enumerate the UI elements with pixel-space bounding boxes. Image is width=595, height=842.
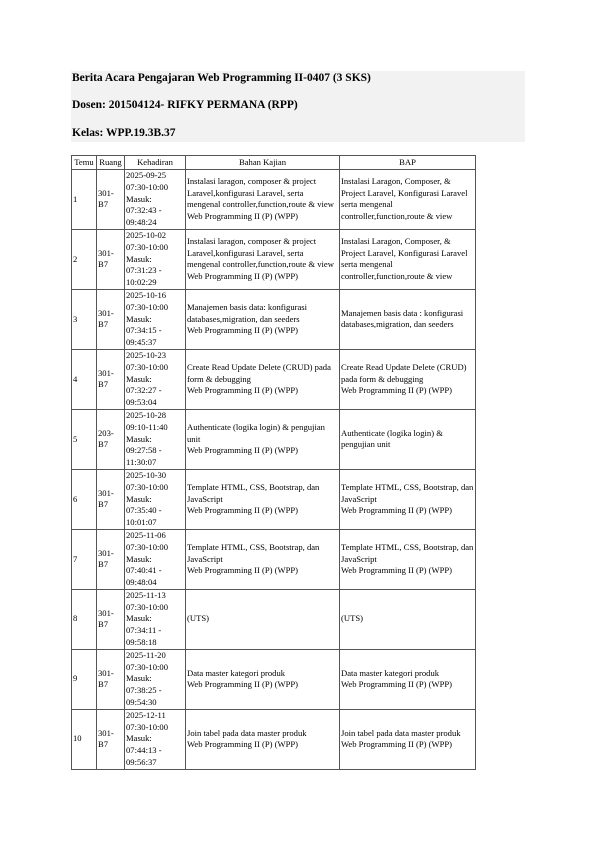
table-header-row — [72, 156, 476, 170]
class-line: Kelas: WPP.19.3B.37 — [72, 127, 176, 139]
topic-course: Web Programming II (P) (WPP) — [187, 211, 299, 222]
session-date: 2025-12-11 — [126, 709, 166, 720]
checkin-label: Masuk: — [126, 673, 152, 684]
cell-ruang — [97, 529, 125, 589]
table-row — [72, 469, 476, 529]
cell-bap — [340, 469, 476, 529]
checkin-range: 07:32:43 - 09:48:24 — [126, 205, 162, 228]
cell-bap — [340, 529, 476, 589]
cell-bap — [340, 709, 476, 769]
checkin-range: 07:44:13 - 09:56:37 — [126, 745, 162, 768]
topic-text: Manajemen basis data: konfigurasi databases,migration, dan seeders — [187, 301, 308, 324]
topic-course: Web Programming II (P) (WPP) — [187, 445, 299, 456]
session-date: 2025-10-16 — [126, 289, 167, 300]
cell-bahan-kajian — [186, 349, 340, 409]
cell-ruang — [97, 170, 125, 230]
col-header-temu: Temu — [72, 156, 97, 170]
checkin-label: Masuk: — [126, 553, 152, 564]
session-time: 07:30-10:00 — [126, 361, 169, 372]
checkin-range: 07:34:15 - 09:45:37 — [126, 325, 162, 348]
cell-bahan-kajian — [186, 589, 340, 649]
cell-bap — [340, 589, 476, 649]
bap-text: Create Read Update Delete (CRUD) pada form & debugging — [341, 361, 467, 384]
table-row — [72, 589, 476, 649]
room-code: 203-B7 — [98, 427, 114, 450]
bap-course: Web Programming II (P) (WPP) — [341, 739, 453, 750]
cell-bahan-kajian — [186, 709, 340, 769]
room-code: 301-B7 — [98, 607, 114, 630]
session-time: 07:30-10:00 — [126, 301, 169, 312]
col-header-kehadiran: Kehadiran — [125, 156, 186, 170]
checkin-label: Masuk: — [126, 433, 152, 444]
checkin-range: 09:27:58 - 11:30:07 — [126, 445, 162, 468]
meeting-number: 3 — [73, 313, 78, 324]
session-date: 2025-10-28 — [126, 409, 167, 420]
checkin-label: Masuk: — [126, 613, 152, 624]
page-title: Berita Acara Pengajaran Web Programming II-0407 (3 SKS) — [72, 72, 371, 84]
topic-text: Instalasi laragon, composer & project Laravel,konfigurasi Laravel, serta mengenal controller,function,route & view — [187, 175, 334, 210]
cell-temu — [72, 529, 97, 589]
cell-ruang — [97, 229, 125, 289]
cell-bap — [340, 289, 476, 349]
cell-ruang — [97, 409, 125, 469]
session-time: 07:30-10:00 — [126, 721, 169, 732]
cell-kehadiran — [125, 229, 186, 289]
cell-kehadiran — [125, 409, 186, 469]
bap-text: (UTS) — [341, 613, 363, 624]
meeting-number: 5 — [73, 433, 78, 444]
checkin-label: Masuk: — [126, 733, 152, 744]
meeting-number: 10 — [73, 733, 82, 744]
bap-text: Template HTML, CSS, Bootstrap, dan JavaScript — [341, 541, 474, 564]
bap-text: Instalasi Laragon, Composer, & Project Laravel, Konfigurasi Laravel serta mengenal controller,function,route & view — [341, 235, 468, 282]
cell-ruang — [97, 349, 125, 409]
meeting-number: 1 — [73, 193, 78, 204]
cell-bahan-kajian — [186, 649, 340, 709]
cell-ruang — [97, 649, 125, 709]
checkin-label: Masuk: — [126, 253, 152, 264]
bap-course: Web Programming II (P) (WPP) — [341, 505, 453, 516]
checkin-range: 07:35:40 - 10:01:07 — [126, 505, 162, 528]
cell-bahan-kajian — [186, 529, 340, 589]
cell-bahan-kajian — [186, 289, 340, 349]
bap-text: Template HTML, CSS, Bootstrap, dan JavaScript — [341, 481, 474, 504]
table-row — [72, 170, 476, 230]
meeting-number: 4 — [73, 373, 78, 384]
checkin-range: 07:32:27 - 09:53:04 — [126, 385, 162, 408]
table-row — [72, 649, 476, 709]
session-date: 2025-11-06 — [126, 529, 166, 540]
topic-text: Authenticate (logika login) & pengujian unit — [187, 421, 325, 444]
cell-temu — [72, 229, 97, 289]
bap-text: Data master kategori produk — [341, 667, 440, 678]
session-date: 2025-10-23 — [126, 349, 167, 360]
cell-bahan-kajian — [186, 409, 340, 469]
session-time: 09:10-11:40 — [126, 421, 168, 432]
topic-course: Web Programming II (P) (WPP) — [187, 565, 299, 576]
cell-temu — [72, 649, 97, 709]
topic-course: Web Programming II (P) (WPP) — [187, 739, 299, 750]
session-time: 07:30-10:00 — [126, 481, 169, 492]
table-row — [72, 709, 476, 769]
cell-bahan-kajian — [186, 469, 340, 529]
col-header-ruang: Ruang — [97, 156, 125, 170]
cell-temu — [72, 469, 97, 529]
topic-text: Template HTML, CSS, Bootstrap, dan JavaScript — [187, 481, 320, 504]
attendance-table — [71, 155, 476, 770]
cell-kehadiran — [125, 349, 186, 409]
lecturer-line: Dosen: 201504124- RIFKY PERMANA (RPP) — [72, 99, 298, 111]
checkin-range: 07:34:11 - 09:58:18 — [126, 625, 162, 648]
cell-bap — [340, 170, 476, 230]
table-row — [72, 349, 476, 409]
cell-kehadiran — [125, 170, 186, 230]
room-code: 301-B7 — [98, 547, 114, 570]
bap-text: Instalasi Laragon, Composer, & Project Laravel, Konfigurasi Laravel serta mengenal controller,function,route & view — [341, 175, 468, 222]
cell-kehadiran — [125, 649, 186, 709]
cell-ruang — [97, 469, 125, 529]
session-time: 07:30-10:00 — [126, 181, 169, 192]
room-code: 301-B7 — [98, 487, 114, 510]
cell-bahan-kajian — [186, 170, 340, 230]
cell-temu — [72, 170, 97, 230]
room-code: 301-B7 — [98, 187, 114, 210]
bap-course: Web Programming II (P) (WPP) — [341, 679, 453, 690]
checkin-label: Masuk: — [126, 313, 152, 324]
session-date: 2025-10-02 — [126, 229, 167, 240]
session-date: 2025-10-30 — [126, 469, 167, 480]
meeting-number: 6 — [73, 493, 78, 504]
cell-ruang — [97, 589, 125, 649]
meeting-number: 2 — [73, 253, 78, 264]
cell-bap — [340, 649, 476, 709]
cell-kehadiran — [125, 469, 186, 529]
cell-temu — [72, 589, 97, 649]
cell-kehadiran — [125, 289, 186, 349]
room-code: 301-B7 — [98, 367, 114, 390]
cell-bap — [340, 349, 476, 409]
session-date: 2025-11-13 — [126, 589, 166, 600]
meeting-number: 7 — [73, 553, 78, 564]
cell-bahan-kajian — [186, 229, 340, 289]
checkin-label: Masuk: — [126, 193, 152, 204]
topic-course: Web Programming II (P) (WPP) — [187, 385, 299, 396]
cell-kehadiran — [125, 529, 186, 589]
bap-text: Join tabel pada data master produk — [341, 727, 461, 738]
room-code: 301-B7 — [98, 667, 114, 690]
session-time: 07:30-10:00 — [126, 661, 169, 672]
session-time: 07:30-10:00 — [126, 601, 169, 612]
topic-text: (UTS) — [187, 613, 209, 624]
bap-course: Web Programming II (P) (WPP) — [341, 385, 453, 396]
room-code: 301-B7 — [98, 727, 114, 750]
bap-text: Authenticate (logika login) & pengujian unit — [341, 427, 443, 450]
session-time: 07:30-10:00 — [126, 241, 169, 252]
topic-text: Template HTML, CSS, Bootstrap, dan JavaScript — [187, 541, 320, 564]
session-date: 2025-09-25 — [126, 170, 167, 180]
checkin-range: 07:38:25 - 09:54:30 — [126, 685, 162, 708]
cell-temu — [72, 349, 97, 409]
table-row — [72, 229, 476, 289]
table-row — [72, 529, 476, 589]
bap-text: Manajemen basis data : konfigurasi databases,migration, dan seeders — [341, 307, 464, 330]
session-time: 07:30-10:00 — [126, 541, 169, 552]
topic-text: Instalasi laragon, composer & project Laravel,konfigurasi Laravel, serta mengenal controller,function,route & view — [187, 235, 334, 270]
cell-temu — [72, 289, 97, 349]
checkin-label: Masuk: — [126, 373, 152, 384]
topic-course: Web Programming II (P) (WPP) — [187, 271, 299, 282]
table-row — [72, 409, 476, 469]
room-code: 301-B7 — [98, 307, 114, 330]
cell-ruang — [97, 709, 125, 769]
checkin-label: Masuk: — [126, 493, 152, 504]
checkin-range: 07:40:41 - 09:48:04 — [126, 565, 162, 588]
col-header-bap: BAP — [340, 156, 476, 170]
cell-bap — [340, 229, 476, 289]
cell-ruang — [97, 289, 125, 349]
session-date: 2025-11-20 — [126, 649, 166, 660]
checkin-range: 07:31:23 - 10:02:29 — [126, 265, 162, 288]
cell-temu — [72, 709, 97, 769]
topic-course: Web Programming II (P) (WPP) — [187, 505, 299, 516]
bap-course: Web Programming II (P) (WPP) — [341, 565, 453, 576]
cell-bap — [340, 409, 476, 469]
topic-text: Join tabel pada data master produk — [187, 727, 307, 738]
table-row — [72, 289, 476, 349]
topic-text: Create Read Update Delete (CRUD) pada form & debugging — [187, 361, 331, 384]
meeting-number: 8 — [73, 613, 78, 624]
cell-temu — [72, 409, 97, 469]
topic-text: Data master kategori produk — [187, 667, 286, 678]
topic-course: Web Programming II (P) (WPP) — [187, 679, 299, 690]
room-code: 301-B7 — [98, 247, 114, 270]
cell-kehadiran — [125, 589, 186, 649]
cell-kehadiran — [125, 709, 186, 769]
topic-course: Web Programming II (P) (WPP) — [187, 325, 299, 336]
col-header-bahan-kajian: Bahan Kajian — [186, 156, 340, 170]
meeting-number: 9 — [73, 673, 78, 684]
